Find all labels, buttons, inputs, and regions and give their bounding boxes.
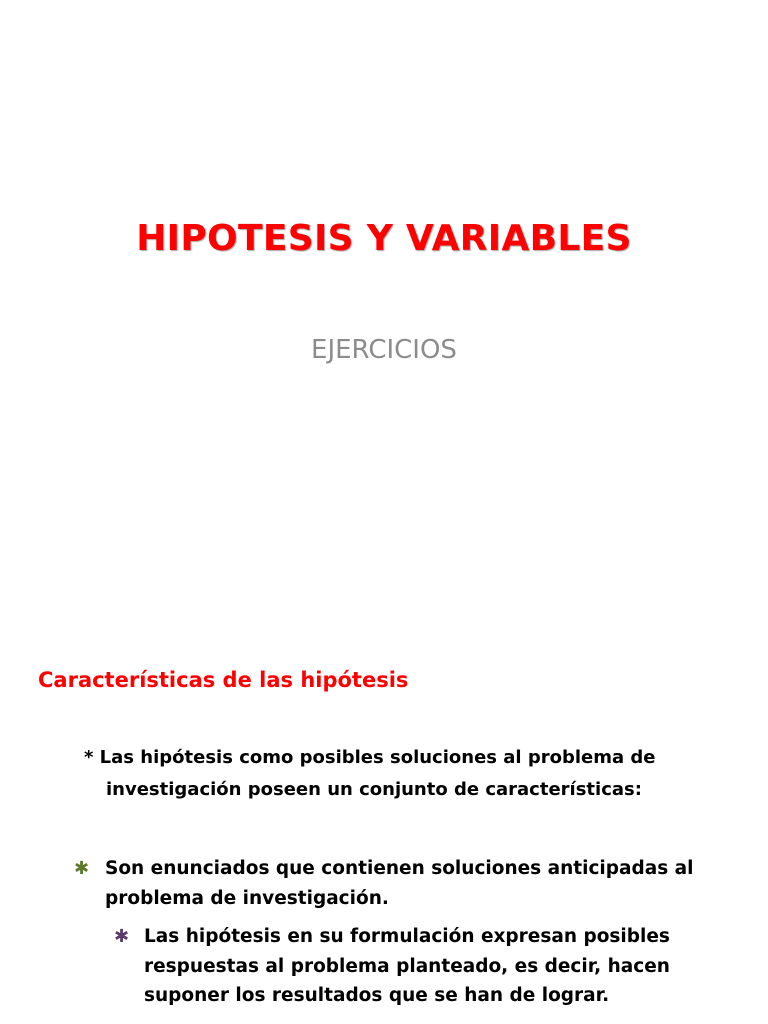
intro-line-1: * Las hipótesis como posibles soluciones al problema de: [84, 747, 656, 768]
slide-subtitle: EJERCICIOS: [311, 335, 457, 365]
section-heading: Características de las hipótesis: [38, 668, 409, 692]
slide-title: HIPOTESIS Y VARIABLES: [136, 218, 632, 259]
green-asterisk-icon: ✱: [74, 858, 90, 879]
list-item: [114, 922, 734, 1011]
bullet-text: Son enunciados que contienen soluciones anticipadas al problema de investigación.: [105, 858, 694, 909]
intro-paragraph: [84, 742, 744, 805]
list-item: [74, 854, 734, 913]
content-slide: [0, 576, 768, 1024]
purple-asterisk-icon: ✱: [114, 926, 130, 947]
intro-line-2: investigación poseen un conjunto de características:: [106, 778, 642, 800]
bullet-text: Las hipótesis en su formulación expresan posibles respuestas al problema planteado, es decir, hacen suponer los resultados que se han de lograr.: [144, 926, 670, 1007]
